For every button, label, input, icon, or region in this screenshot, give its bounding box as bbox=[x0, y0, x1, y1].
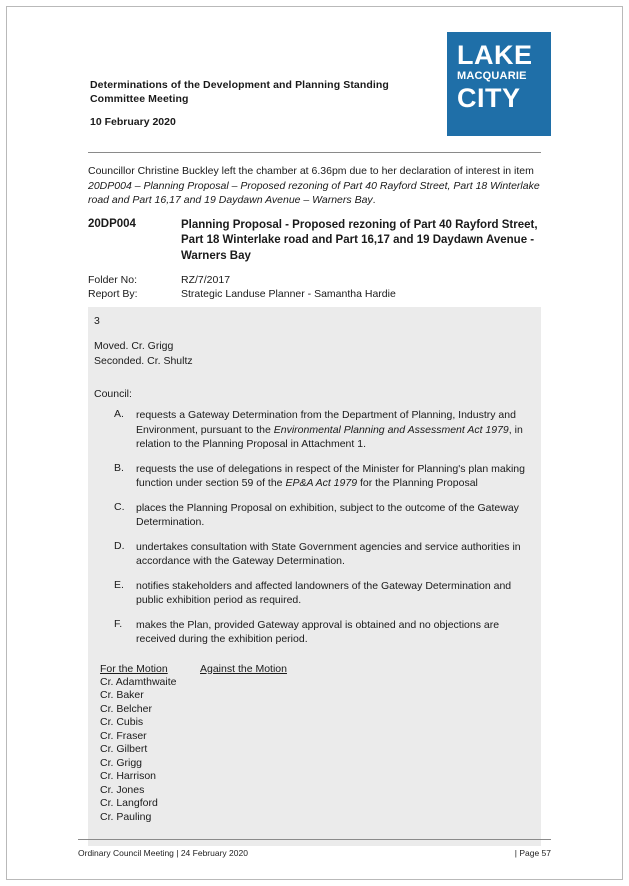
clause-e bbox=[94, 579, 541, 608]
footer-page-number: | Page 57 bbox=[514, 848, 551, 858]
header-divider bbox=[88, 152, 541, 153]
list-item: Cr. Cubis bbox=[100, 716, 144, 728]
report-label: Report By: bbox=[88, 288, 138, 300]
declaration-item-reference: 20DP004 – Planning Proposal – Proposed rezoning of Part 40 Rayford Street, Part 18 Winterlake road and Part 16,17 and 19 Daydawn Avenue – Warners Bay bbox=[88, 179, 540, 206]
for-the-motion-heading: For the Motion bbox=[100, 662, 168, 675]
logo-line-lake: LAKE bbox=[457, 40, 533, 70]
declaration-text-before: Councillor Christine Buckley left the chamber at 6.36pm due to her declaration of interest in item bbox=[88, 165, 534, 177]
clause-a-text-after: , in relation to the Planning Proposal in Attachment 1. bbox=[136, 423, 523, 450]
document-header bbox=[90, 78, 430, 128]
item-heading bbox=[88, 218, 541, 265]
clause-c-text: places the Planning Proposal on exhibition, subject to the outcome of the Gateway Determination. bbox=[136, 501, 519, 528]
clause-a-text-before: requests a Gateway Determination from the Department of Planning, Industry and Environment, pursuant to the bbox=[136, 409, 516, 436]
clause-a-letter: A. bbox=[114, 408, 124, 420]
clause-b-letter: B. bbox=[114, 461, 124, 474]
list-item: Cr. Adamthwaite bbox=[100, 675, 177, 688]
page-footer bbox=[78, 848, 551, 858]
clause-d-letter: D. bbox=[114, 539, 125, 552]
footer-divider bbox=[78, 839, 551, 840]
clause-f-text: makes the Plan, provided Gateway approval is obtained and no objections are received during the exhibition period. bbox=[136, 618, 500, 645]
list-item: Cr. Harrison bbox=[100, 770, 157, 782]
motion-moved: Moved. Cr. Grigg bbox=[94, 340, 174, 352]
declaration-paragraph bbox=[88, 164, 541, 208]
list-item: Cr. Gilbert bbox=[100, 743, 148, 755]
clause-d bbox=[94, 540, 541, 569]
list-item: Cr. Belcher bbox=[100, 702, 152, 715]
document-body bbox=[88, 164, 541, 846]
clause-e-text: notifies stakeholders and affected landowners of the Gateway Determination and public exhibition period as required. bbox=[136, 579, 512, 606]
header-date: 10 February 2020 bbox=[90, 116, 176, 128]
vote-section bbox=[94, 663, 541, 825]
footer-left: Ordinary Council Meeting | 24 February 2020 bbox=[78, 848, 248, 858]
motion-inner bbox=[88, 315, 541, 824]
logo-line-city: CITY bbox=[457, 83, 521, 113]
clause-a-italic: Environmental Planning and Assessment Act 1979 bbox=[273, 423, 509, 436]
folder-row bbox=[88, 273, 541, 287]
motion-seconded: Seconded. Cr. Shultz bbox=[94, 354, 193, 367]
clause-b-text bbox=[136, 462, 541, 491]
logo-line-macquarie: MACQUARIE bbox=[457, 70, 527, 82]
item-metadata bbox=[88, 273, 541, 301]
clause-b-italic: EP&A Act 1979 bbox=[285, 477, 358, 489]
clause-f-letter: F. bbox=[114, 617, 123, 630]
clause-a bbox=[94, 408, 541, 452]
item-code: 20DP004 bbox=[88, 217, 136, 230]
list-item: Cr. Jones bbox=[100, 783, 145, 796]
item-title: Planning Proposal - Proposed rezoning of Part 40 Rayford Street, Part 18 Winterlake road and Part 16,17 and 19 Daydawn Avenue - Warners Bay bbox=[181, 218, 538, 262]
report-row bbox=[88, 287, 541, 301]
clause-b-text-before: requests the use of delegations in respect of the Minister for Planning's plan making function under section 59 of the bbox=[136, 462, 525, 489]
clause-b bbox=[94, 462, 541, 491]
council-lead-in: Council: bbox=[94, 388, 132, 400]
clause-b-text-after: for the Planning Proposal bbox=[357, 477, 478, 489]
motion-number: 3 bbox=[94, 315, 100, 327]
list-item: Cr. Baker bbox=[100, 689, 144, 701]
report-value: Strategic Landuse Planner - Samantha Hardie bbox=[181, 288, 396, 300]
page-title: Determinations of the Development and Planning Standing Committee Meeting bbox=[90, 79, 389, 105]
folder-value: RZ/7/2017 bbox=[181, 274, 231, 286]
clause-f bbox=[94, 618, 541, 647]
list-item: Cr. Fraser bbox=[100, 729, 147, 742]
clause-c bbox=[94, 501, 541, 530]
clause-d-text: undertakes consultation with State Government agencies and service authorities in accordance with the Gateway Determination. bbox=[136, 540, 521, 567]
clause-e-letter: E. bbox=[114, 578, 124, 591]
list-item: Cr. Langford bbox=[100, 797, 158, 809]
declaration-text-after: . bbox=[372, 194, 376, 206]
vote-headings bbox=[100, 663, 541, 675]
for-the-motion-list bbox=[100, 676, 541, 825]
lake-macquarie-city-logo bbox=[447, 32, 551, 136]
folder-label: Folder No: bbox=[88, 274, 138, 286]
list-item: Cr. Grigg bbox=[100, 756, 143, 769]
clause-a-text bbox=[136, 408, 541, 452]
against-the-motion-heading: Against the Motion bbox=[200, 662, 287, 675]
motion-block bbox=[88, 307, 541, 846]
list-item: Cr. Pauling bbox=[100, 810, 152, 823]
clause-c-letter: C. bbox=[114, 500, 125, 513]
